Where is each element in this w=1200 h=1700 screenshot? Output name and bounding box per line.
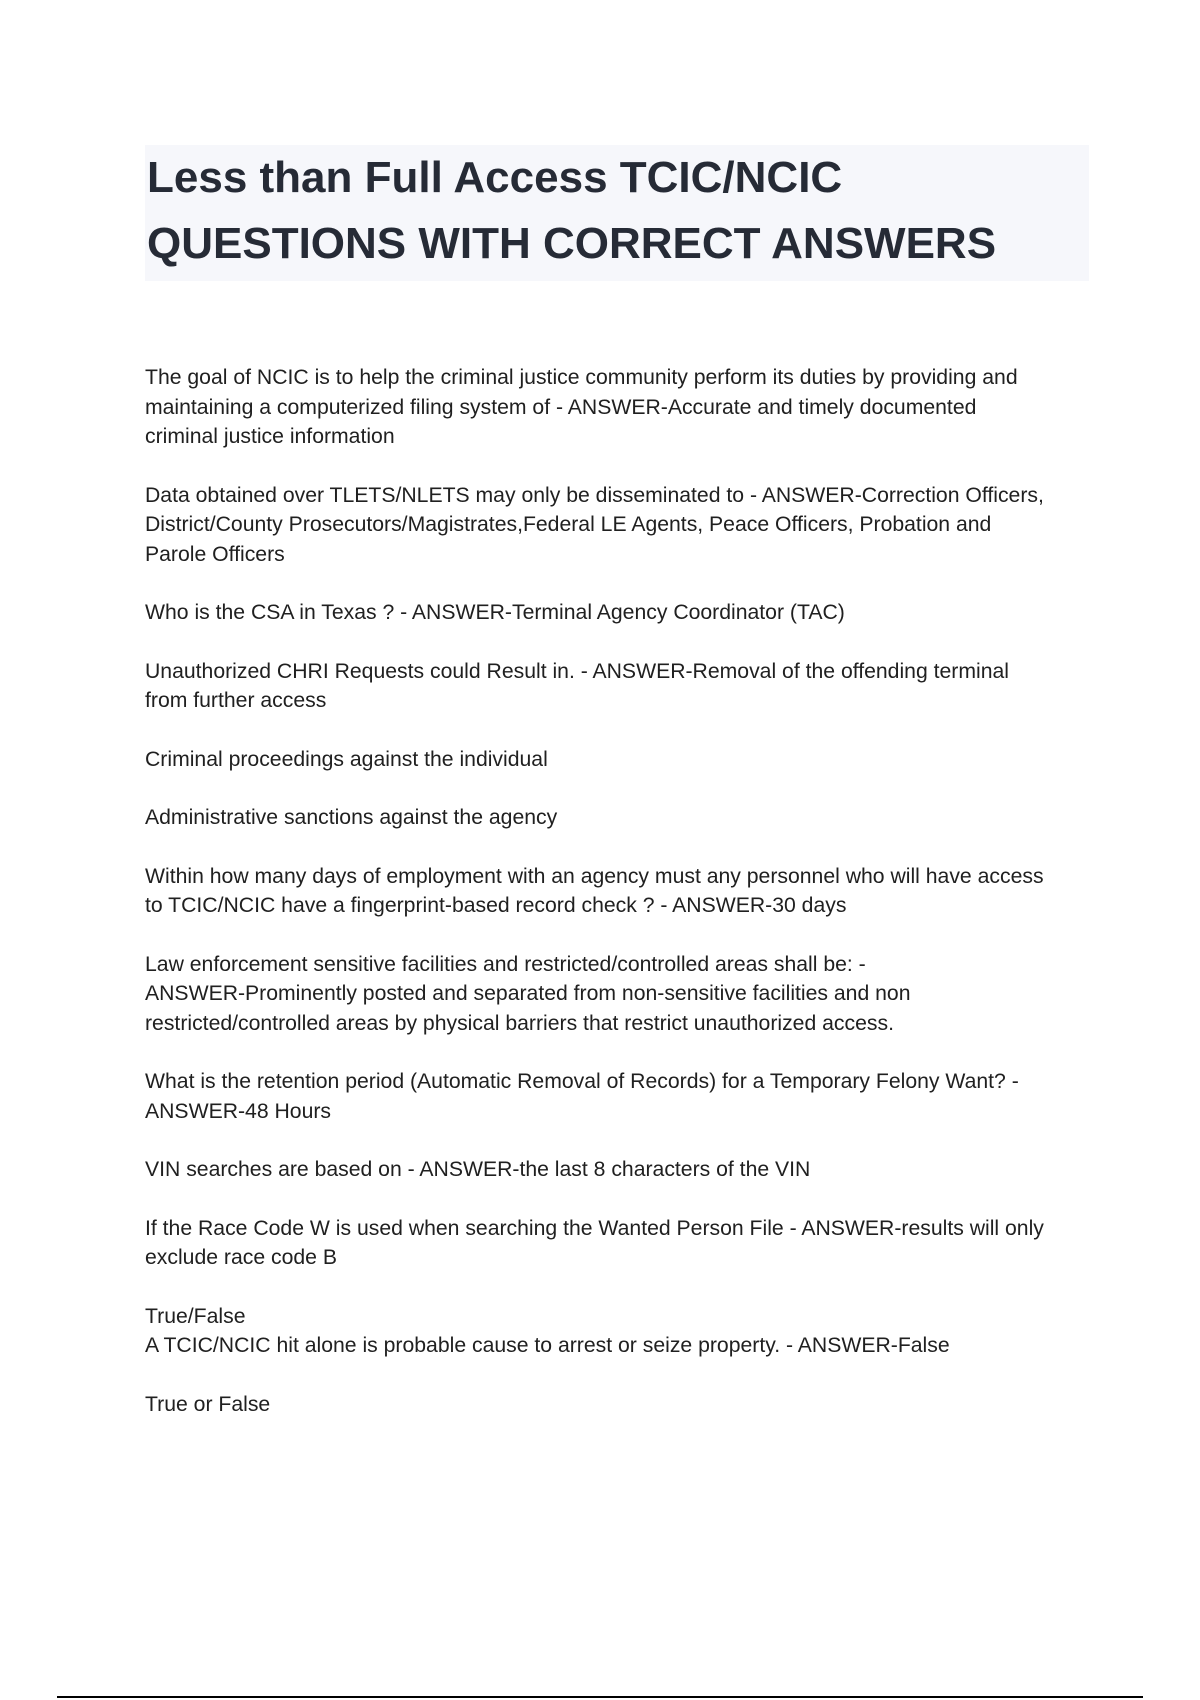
qa-item: Unauthorized CHRI Requests could Result in. - ANSWER-Removal of the offending terminal from further access xyxy=(145,659,1009,712)
qa-item: True/False A TCIC/NCIC hit alone is probable cause to arrest or seize property. - ANSWER-False xyxy=(145,1304,950,1357)
page-title-line-1: Less than Full Access TCIC/NCIC xyxy=(147,153,843,202)
qa-item: What is the retention period (Automatic Removal of Records) for a Temporary Felony Want? - ANSWER-48 Hours xyxy=(145,1070,1019,1123)
qa-item: Who is the CSA in Texas ? - ANSWER-Terminal Agency Coordinator (TAC) xyxy=(145,601,845,624)
page-title-line-2: QUESTIONS WITH CORRECT ANSWERS xyxy=(147,219,997,268)
qa-item: True or False xyxy=(145,1392,271,1416)
qa-item: Criminal proceedings against the individual xyxy=(145,747,548,771)
qa-item: Law enforcement sensitive facilities and restricted/controlled areas shall be: - ANSWER-Prominently posted and separated from non-sensitive facilities and non restricted/controlled areas by physical barriers that restrict unauthorized access. xyxy=(145,952,911,1035)
qa-item: Data obtained over TLETS/NLETS may only be disseminated to - ANSWER-Correction Officers, District/County Prosecutors/Magistrates,Federal LE Agents, Peace Officers, Probation and Parole Officers xyxy=(145,483,1044,566)
qa-item: If the Race Code W is used when searching the Wanted Person File - ANSWER-results will only exclude race code B xyxy=(145,1216,1044,1269)
qa-item: Administrative sanctions against the agency xyxy=(145,806,558,829)
qa-item: Within how many days of employment with an agency must any personnel who will have access to TCIC/NCIC have a fingerprint-based record check ? - ANSWER-30 days xyxy=(145,864,1044,917)
qa-item: The goal of NCIC is to help the criminal justice community perform its duties by providing and maintaining a computerized filing system of - ANSWER-Accurate and timely documented criminal justice information xyxy=(145,366,1018,448)
qa-list xyxy=(145,363,1095,1448)
title-banner xyxy=(145,145,1089,281)
footer-divider xyxy=(57,1696,1143,1698)
qa-item: VIN searches are based on - ANSWER-the last 8 characters of the VIN xyxy=(145,1158,811,1181)
